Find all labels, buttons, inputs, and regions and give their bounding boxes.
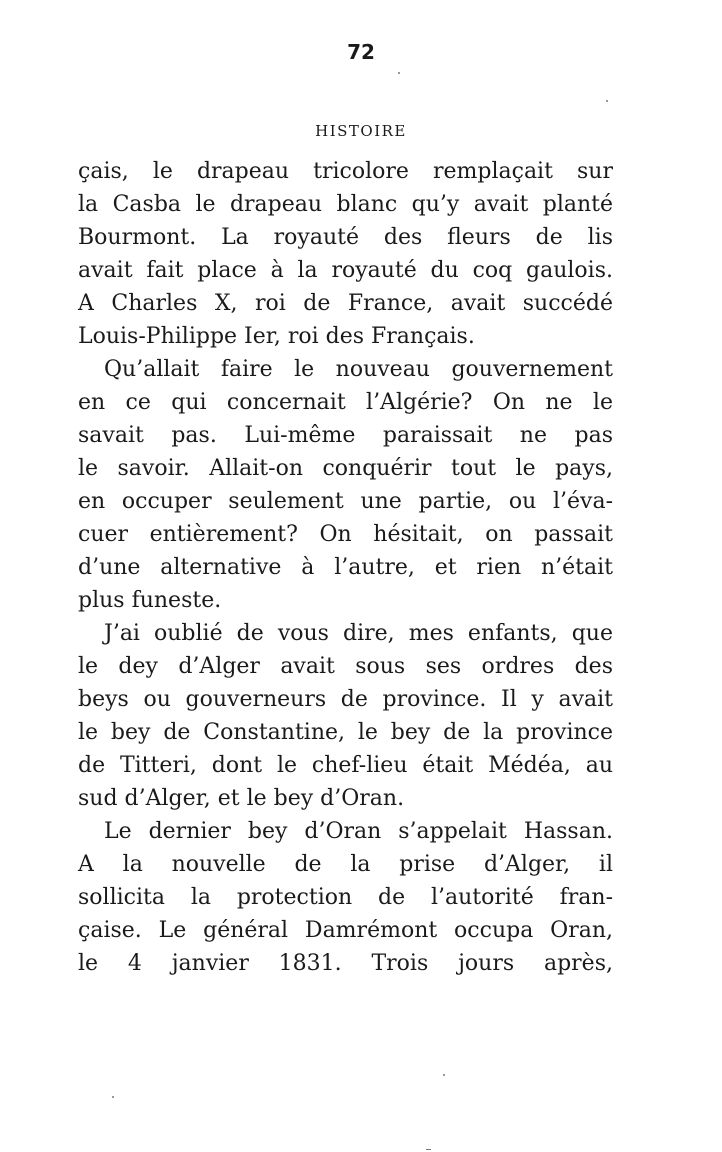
scan-speck <box>112 1096 114 1098</box>
text-line: A Charles X, roi de France, avait succédé <box>78 291 613 316</box>
text-line: J’ai oublié de vous dire, mes enfants, que <box>104 621 613 646</box>
text-line: sud d’Alger, et le bey d’Oran. <box>78 786 405 811</box>
text-line: en ce qui concernait l’Algérie? On ne le <box>78 390 613 415</box>
text-line: le dey d’Alger avait sous ses ordres des <box>78 654 613 679</box>
text-line: le savoir. Allait-on conquérir tout le pays, <box>78 456 613 481</box>
body-text <box>78 155 613 980</box>
scan-speck <box>398 72 400 74</box>
text-line: la Casba le drapeau blanc qu’y avait planté <box>78 192 613 217</box>
text-line: cuer entièrement? On hésitait, on passait <box>78 522 613 547</box>
text-line: Bourmont. La royauté des fleurs de lis <box>78 225 613 250</box>
text-line: le 4 janvier 1831. Trois jours après, <box>78 951 613 976</box>
paragraph <box>78 815 613 980</box>
running-head: HISTOIRE <box>315 122 407 140</box>
scan-speck <box>606 100 608 102</box>
paragraph <box>78 155 613 353</box>
text-line: en occuper seulement une partie, ou l’éva- <box>78 489 613 514</box>
text-line: savait pas. Lui-même paraissait ne pas <box>78 423 613 448</box>
text-line: Qu’allait faire le nouveau gouvernement <box>104 357 613 382</box>
scan-speck <box>426 1149 431 1150</box>
paragraph <box>78 617 613 815</box>
text-line: avait fait place à la royauté du coq gaulois. <box>78 258 613 283</box>
text-line: le bey de Constantine, le bey de la province <box>78 720 613 745</box>
text-line: çaise. Le général Damrémont occupa Oran, <box>78 918 613 943</box>
text-line: Le dernier bey d’Oran s’appelait Hassan. <box>104 819 613 844</box>
text-line: d’une alternative à l’autre, et rien n’était <box>78 555 613 580</box>
text-line: plus funeste. <box>78 588 222 613</box>
text-line: çais, le drapeau tricolore remplaçait sur <box>78 159 613 184</box>
text-line: de Titteri, dont le chef-lieu était Médéa, au <box>78 753 613 778</box>
page-number: 72 <box>347 40 375 64</box>
text-line: sollicita la protection de l’autorité fran- <box>78 885 613 910</box>
scan-speck <box>443 1074 445 1076</box>
paragraph <box>78 353 613 617</box>
text-line: A la nouvelle de la prise d’Alger, il <box>78 852 613 877</box>
text-line: beys ou gouverneurs de province. Il y avait <box>78 687 613 712</box>
text-line: Louis-Philippe Ier, roi des Français. <box>78 324 475 349</box>
